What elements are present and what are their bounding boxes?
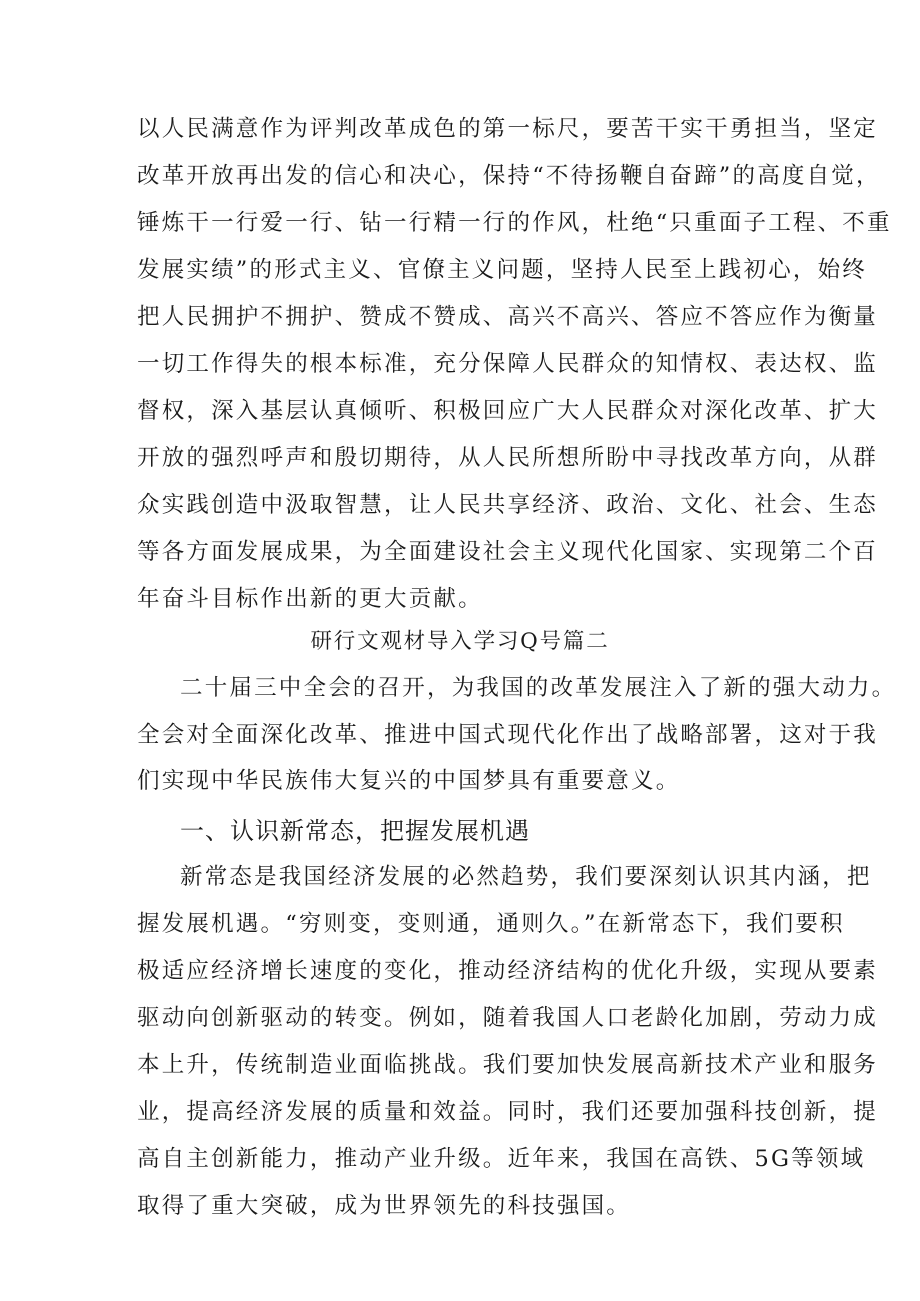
paragraph-1-line-10: 等各方面发展成果，为全面建设社会主义现代化国家、实现第二个百 [137,539,879,565]
paragraph-3-line-7: 高自主创新能力，推动产业升级。近年来，我国在高铁、5G等领域 [137,1146,866,1172]
paragraph-1-line-3: 锤炼干一行爱一行、钻一行精一行的作风，杜绝“只重面子工程、不重 [137,210,892,236]
paragraph-3-line-3: 极适应经济增长速度的变化，推动经济结构的优化升级，实现从要素 [137,958,879,984]
paragraph-1-line-2: 改革开放再出发的信心和决心，保持“不待扬鞭自奋蹄”的高度自觉， [137,163,881,189]
paragraph-1-line-4: 发展实绩”的形式主义、官僚主义问题，坚持人民至上践初心，始终 [137,257,868,283]
paragraph-1-line-5: 把人民拥护不拥护、赞成不赞成、高兴不高兴、答应不答应作为衡量 [137,304,879,330]
paragraph-1-line-11: 年奋斗目标作出新的更大贡献。 [137,586,483,612]
paragraph-3-line-2: 握发展机遇。“穷则变，变则通，通则久。”在新常态下，我们要积 [137,911,845,937]
paragraph-2-line-3: 们实现中华民族伟大复兴的中国梦具有重要意义。 [137,768,681,794]
paragraph-3-line-4: 驱动向创新驱动的转变。例如，随着我国人口老龄化加剧，劳动力成 [137,1005,879,1031]
paragraph-3-line-8: 取得了重大突破，成为世界领先的科技强国。 [137,1193,632,1219]
paragraph-1-line-9: 众实践创造中汲取智慧，让人民共享经济、政治、文化、社会、生态 [137,492,879,518]
heading-1: 一、认识新常态，把握发展机遇 [180,817,530,845]
section-title: 研行文观材导入学习Q号篇二 [310,629,610,654]
paragraph-1-line-8: 开放的强烈呼声和殷切期待，从人民所想所盼中寻找改革方向，从群 [137,445,879,471]
paragraph-1-line-7: 督权，深入基层认真倾听、积极回应广大人民群众对深化改革、扩大 [137,398,879,424]
paragraph-2-line-1: 二十届三中全会的召开，为我国的改革发展注入了新的强大动力。 [180,675,897,701]
paragraph-1-line-1: 以人民满意作为评判改革成色的第一标尺，要苦干实干勇担当，坚定 [137,116,879,142]
paragraph-3-line-1: 新常态是我国经济发展的必然趋势，我们要深刻认识其内涵，把 [180,864,872,890]
paragraph-1-line-6: 一切工作得失的根本标准，充分保障人民群众的知情权、表达权、监 [137,351,879,377]
paragraph-3-line-6: 业，提高经济发展的质量和效益。同时，我们还要加强科技创新，提 [137,1099,879,1125]
paragraph-3-line-5: 本上升，传统制造业面临挑战。我们要加快发展高新技术产业和服务 [137,1052,879,1078]
paragraph-2-line-2: 全会对全面深化改革、推进中国式现代化作出了战略部署，这对于我 [137,722,879,748]
